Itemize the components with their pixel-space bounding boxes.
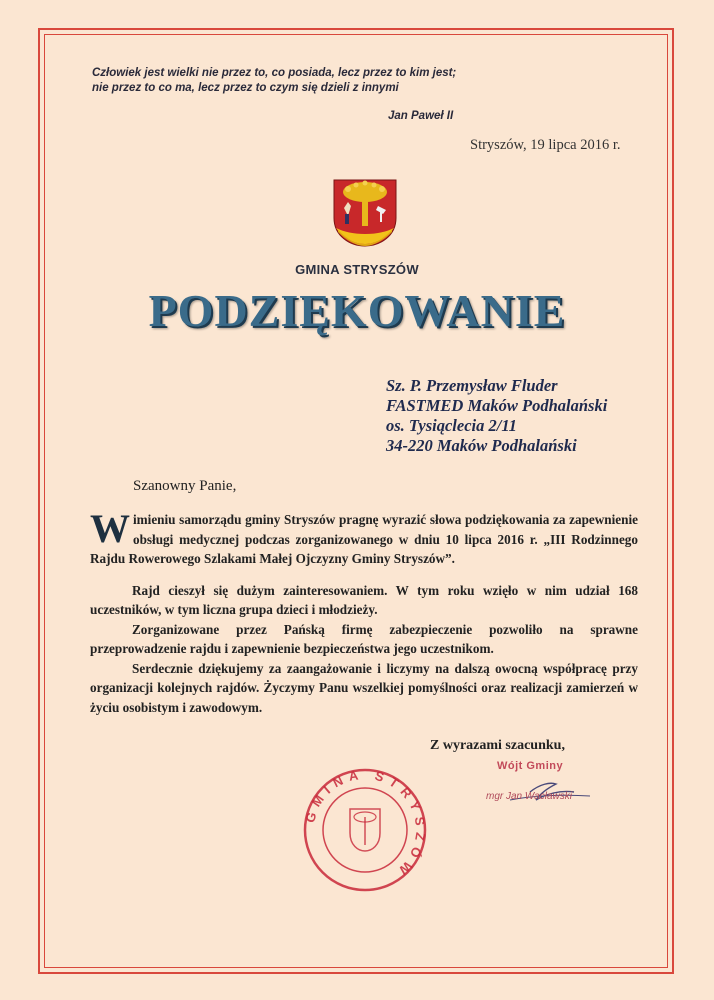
salutation: Szanowny Panie, [133,478,237,494]
paragraph-1-text: imieniu samorządu gminy Stryszów pragnę wyrazić słowa podziękowania za zapewnienie obsługi medycznej podczas zorganizowanego w dniu 10 lipca 2016 r. „III Rodzinnego Rajdu Rowerowego Szlakami Małej Ojczyzny Gminy Stryszów”. [90,512,638,566]
closing-phrase: Z wyrazami szacunku, [430,738,565,753]
recipient-company: FASTMED Maków Podhalański [386,396,608,415]
recipient-city: 34-220 Maków Podhalański [386,436,577,455]
document-title: PODZIĘKOWANIE [148,285,566,336]
recipient-street: os. Tysiąclecia 2/11 [386,416,517,435]
paragraph-1 [90,506,638,569]
municipality-name: GMINA STRYSZÓW [295,262,419,277]
signature-icon [470,770,600,810]
official-seal-icon [300,765,430,895]
motto-line-1: Człowiek jest wielki nie przez to, co posiada, lecz przez to kim jest; [92,67,457,79]
paragraph-3: Zorganizowane przez Pańską firmę zabezpieczenie pozwoliło na sprawne przeprowadzenie rajdu i zapewnienie bezpieczeństwa jego uczestnikom. [90,621,638,656]
drop-cap: W [90,506,130,551]
recipient-name: Sz. P. Przemysław Fluder [386,376,558,395]
motto-quote [92,66,552,96]
place-and-date: Stryszów, 19 lipca 2016 r. [470,137,621,153]
signatory-title-stamp: Wójt Gminy [497,760,564,772]
seal-text: GMINA STRYSZÓW [302,766,429,882]
recipient-address [386,376,607,456]
paragraph-4: Serdecznie dziękujemy za zaangażowanie i liczymy na dalszą owocną współpracę przy organizacji kolejnych rajdów. Życzymy Panu wszelkiej pomyślności oraz realizacji zamierzeń w życiu osobistym i zawodowym. [90,660,638,715]
paragraph-2: Rajd cieszył się dużym zainteresowaniem. W tym roku wzięło w nim udział 168 uczestników, w tym liczna grupa dzieci i młodzieży. [90,582,638,617]
letter-body [90,506,638,717]
motto-line-2: nie przez to co ma, lecz przez to czym się dzieli z innymi [92,82,399,94]
coat-of-arms-icon [330,178,400,248]
motto-author: Jan Paweł II [388,110,454,122]
signatory-name-stamp: mgr Jan Wacławski [486,791,572,802]
